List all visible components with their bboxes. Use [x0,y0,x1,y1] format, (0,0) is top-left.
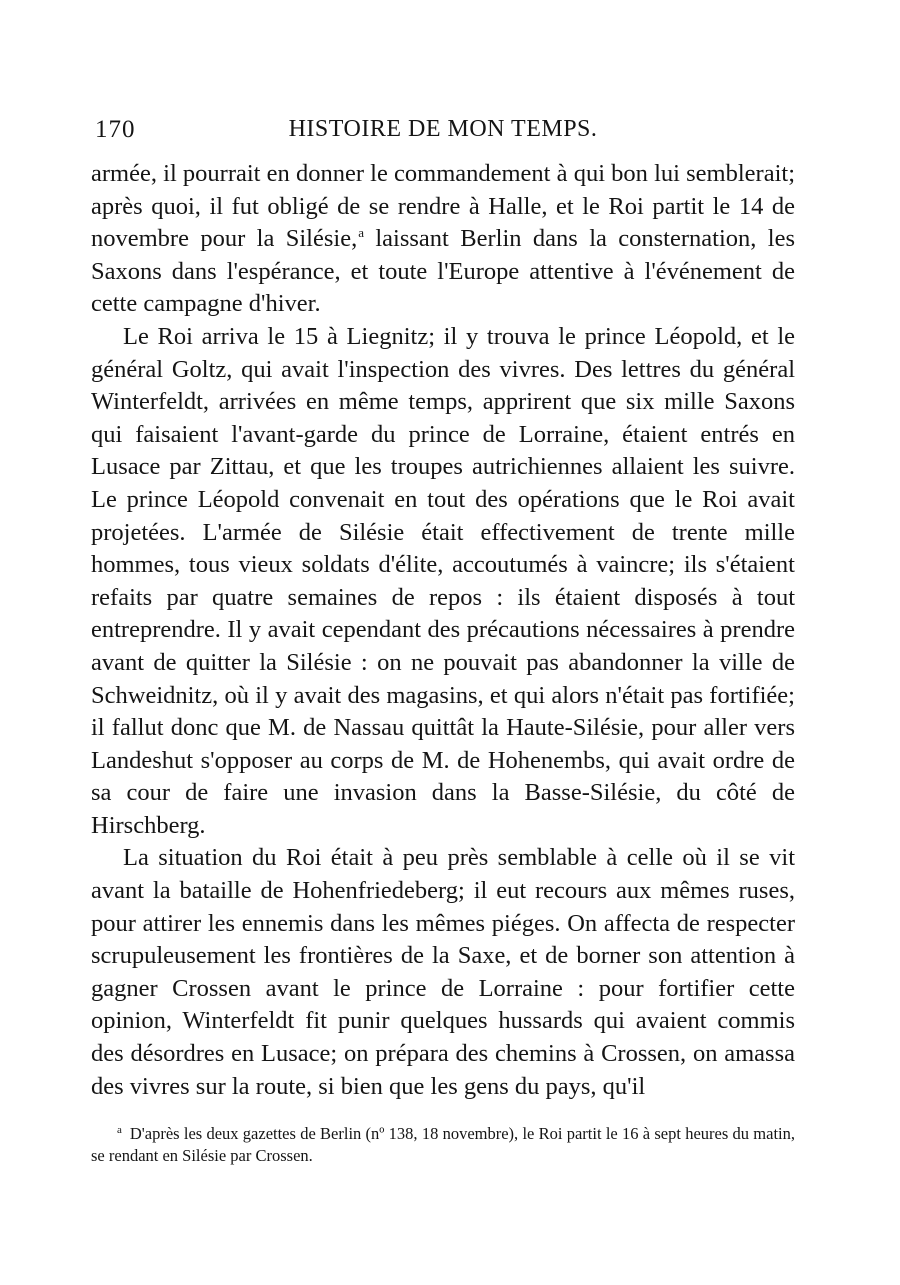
body-text [91,158,795,1103]
paragraph-3: La situation du Roi était à peu près semblable à celle où il se vit avant la bataille de Hohenfriedeberg; il eut recours aux mêmes ruses, pour attirer les ennemis dans les mêmes piéges. On affecta de respecter scrupuleusement les frontières de la Saxe, et de borner son attention à gagner Crossen avant le prince de Lorraine : pour fortifier cette opinion, Winterfeldt fit punir quelques hussards qui avaient commis des désordres en Lusace; on prépara des chemins à Crossen, on amassa des vivres sur la route, si bien que les gens du pays, qu'il [91,844,795,1100]
book-page [91,116,795,1167]
footnote [91,1123,795,1167]
footnote-text: D'après les deux gazettes de Berlin (nº 138, 18 novembre), le Roi partit le 16 à sept heures du matin, se rendant en Silésie par Crossen. [91,1124,795,1166]
running-header [91,116,795,150]
paragraph-1-text-before-note: armée, il pourrait en donner le commandement à qui bon lui semblerait; après quoi, il fut obligé de se rendre à Halle, et le Roi partit le 14 de novembre pour la Silésie, [91,160,795,253]
running-title: HISTOIRE DE MON TEMPS. [288,116,598,142]
paragraph-2: Le Roi arriva le 15 à Liegnitz; il y trouva le prince Léopold, et le général Goltz, qui avait l'inspection des vivres. Des lettres du général Winterfeldt, arrivées en même temps, apprirent que six mille Saxons qui faisaient l'avant-garde du prince de Lorraine, étaient entrés en Lusace par Zittau, et que les troupes autrichiennes allaient les suivre. Le prince Léopold convenait en tout des opérations que le Roi avait projetées. L'armée de Silésie était effectivement de trente mille hommes, tous vieux soldats d'élite, accoutumés à vaincre; ils s'étaient refaits par quatre semaines de repos : ils étaient disposés à tout entreprendre. Il y avait cependant des précautions nécessaires à prendre avant de quitter la Silésie : on ne pouvait pas abandonner la ville de Schweidnitz, où il y avait des magasins, et qui alors n'était pas fortifiée; il fallut donc que M. de Nassau quittât la Haute-Silésie, pour aller vers Landeshut s'opposer au corps de M. de Hohenembs, qui avait ordre de sa cour de faire une invasion dans la Basse-Silésie, du côté de Hirschberg. [91,322,795,839]
page-number: 170 [95,116,136,143]
footnote-reference-mark: a [358,225,364,241]
paragraph-1 [91,158,795,321]
paragraph-1-text-after-note: laissant Berlin dans la consternation, les Saxons dans l'espérance, et toute l'Europe attentive à l'événement de cette campagne d'hiver. [91,225,795,318]
footnote-mark: a [117,1124,122,1137]
